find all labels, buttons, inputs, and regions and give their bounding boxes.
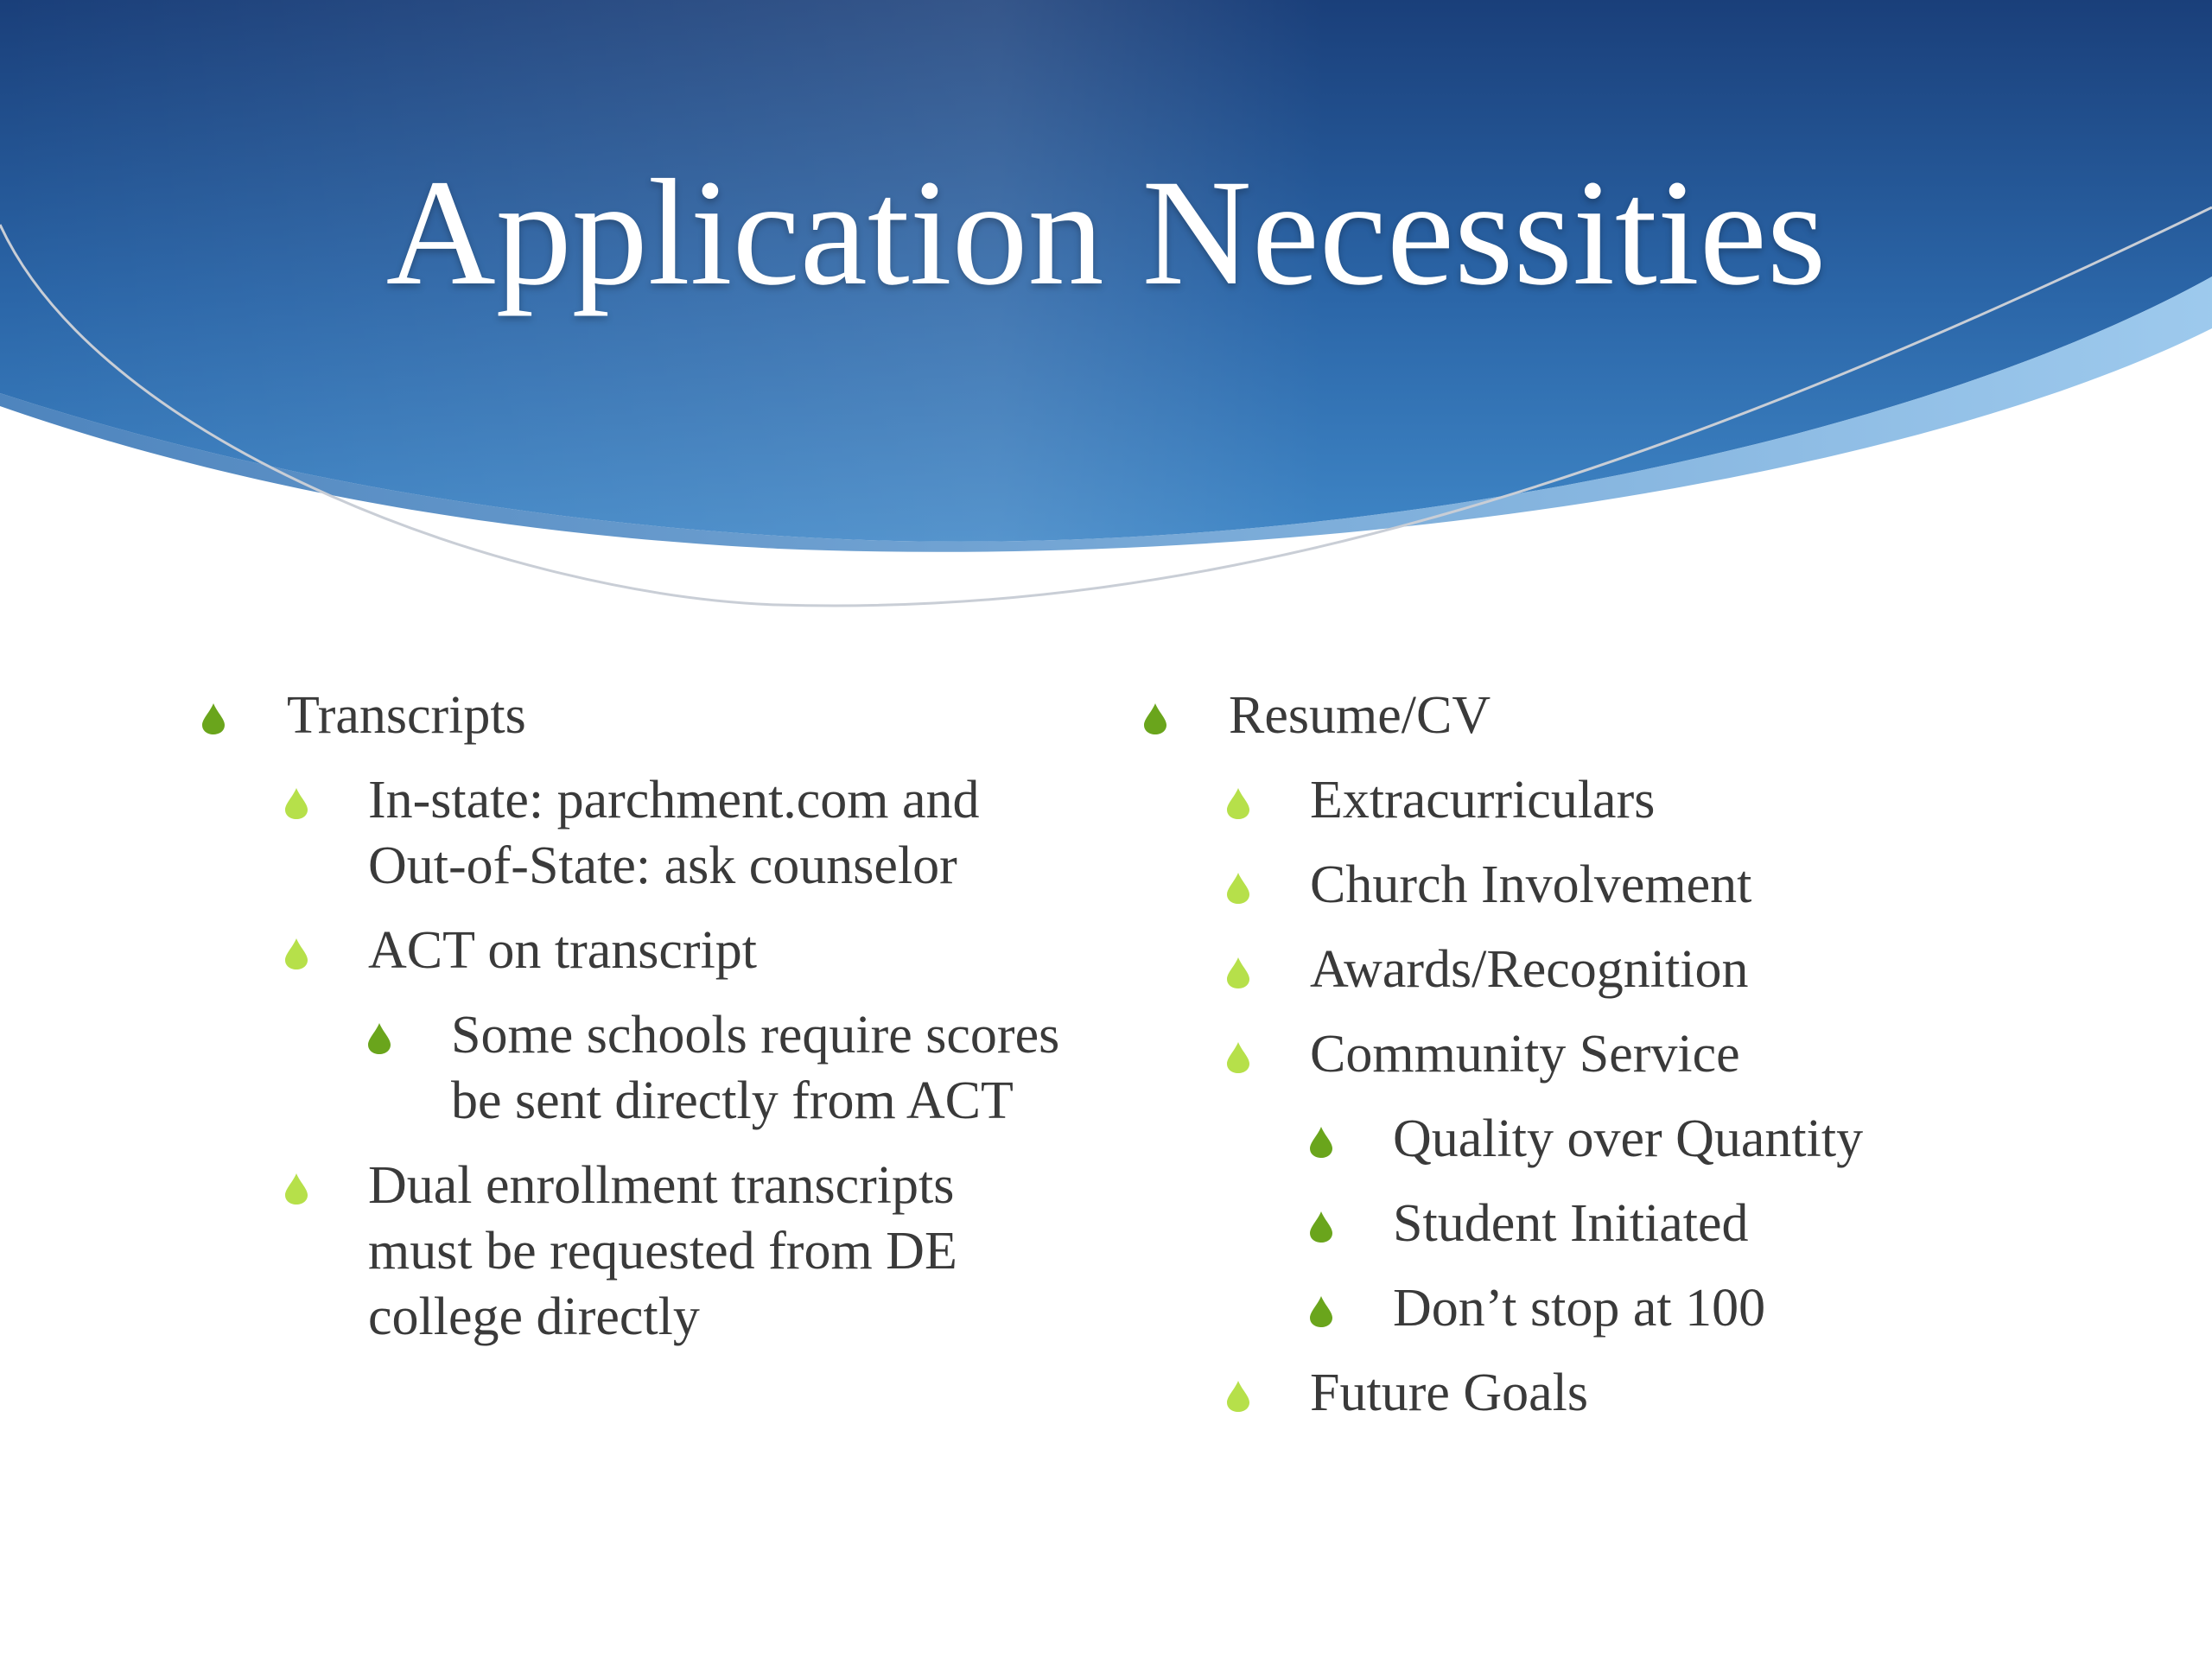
list-item-text: ACT on transcript — [368, 921, 758, 980]
list-item-text: Community Service — [1310, 1025, 1740, 1084]
list-item — [190, 918, 1071, 983]
drop-bullet-icon — [1227, 1381, 1249, 1412]
list-item-text: Transcripts — [287, 686, 526, 745]
list-item — [1132, 1021, 2108, 1087]
drop-bullet-icon — [285, 788, 308, 819]
list-item — [190, 683, 1071, 748]
drop-bullet-icon — [368, 1023, 391, 1054]
list-item-text: Awards/Recognition — [1310, 940, 1749, 999]
left-column — [190, 683, 1071, 1369]
list-item-text: Church Involvement — [1310, 855, 1752, 914]
drop-bullet-icon — [285, 938, 308, 969]
list-item — [1132, 937, 2108, 1002]
list-item — [1132, 852, 2108, 918]
list-item-text: Some schools require scores be sent directly from ACT — [451, 1006, 1060, 1130]
list-item-text: Extracurriculars — [1310, 771, 1656, 830]
drop-bullet-icon — [1310, 1211, 1332, 1243]
list-item — [190, 767, 1071, 899]
list-item-text: Dual enrollment transcripts must be requested from DE college directly — [368, 1156, 957, 1346]
list-item-text: Don’t stop at 100 — [1393, 1279, 1766, 1338]
list-item-text: In-state: parchment.com and Out-of-State: ask counselor — [368, 771, 980, 895]
list-item — [1132, 1191, 2108, 1256]
list-item — [1132, 1360, 2108, 1426]
list-item-text: Future Goals — [1310, 1363, 1589, 1422]
list-item — [1132, 767, 2108, 833]
list-item — [1132, 683, 2108, 748]
drop-bullet-icon — [285, 1173, 308, 1205]
drop-bullet-icon — [1227, 1042, 1249, 1073]
drop-bullet-icon — [1144, 703, 1166, 734]
list-item — [1132, 1275, 2108, 1341]
list-item — [190, 1153, 1071, 1350]
drop-bullet-icon — [202, 703, 225, 734]
list-item-text: Resume/CV — [1229, 686, 1491, 745]
slide-title: Application Necessities — [385, 149, 1827, 317]
drop-bullet-icon — [1227, 957, 1249, 988]
list-item — [1132, 1106, 2108, 1172]
drop-bullet-icon — [1310, 1296, 1332, 1327]
drop-bullet-icon — [1310, 1127, 1332, 1158]
list-item — [190, 1002, 1071, 1134]
drop-bullet-icon — [1227, 873, 1249, 904]
list-item-text: Quality over Quantity — [1393, 1109, 1864, 1168]
list-item-text: Student Initiated — [1393, 1194, 1749, 1253]
drop-bullet-icon — [1227, 788, 1249, 819]
right-column — [1132, 683, 2108, 1445]
header-swoosh — [0, 0, 2212, 657]
